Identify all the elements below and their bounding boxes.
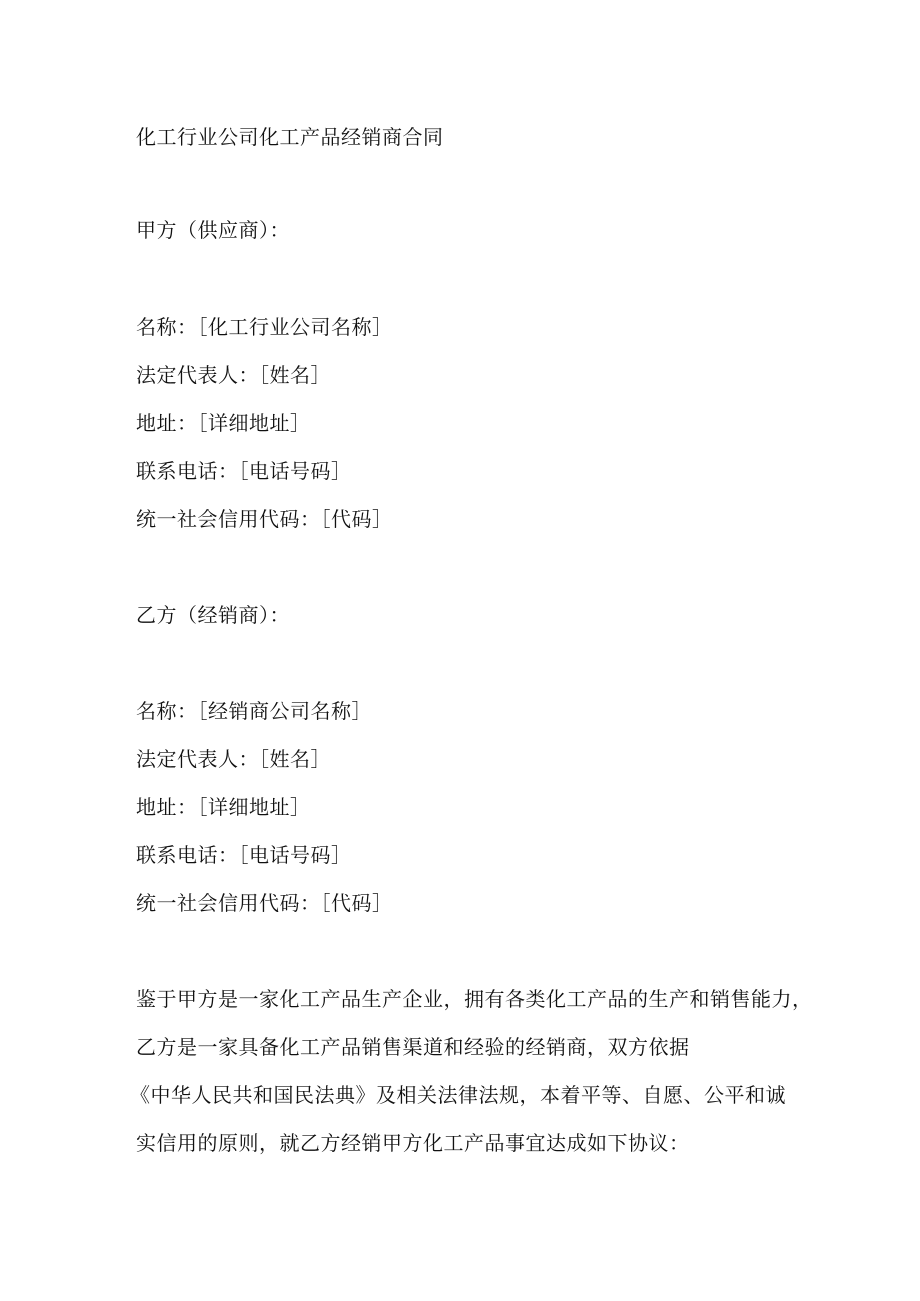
recital-line: 《中华人民共和国民法典》及相关法律法规，本着平等、自愿、公平和诚 [130,1083,786,1107]
party-b-phone: 联系电话：［电话号码］ [136,843,352,867]
recital-line: 乙方是一家具备化工产品销售渠道和经验的经销商，双方依据 [136,1035,690,1059]
party-a-address: 地址：［详细地址］ [136,411,311,435]
party-a-heading: 甲方（供应商）： [136,218,290,242]
recital-line: 实信用的原则，就乙方经销甲方化工产品事宜达成如下协议： [136,1131,690,1155]
party-b-address: 地址：［详细地址］ [136,795,311,819]
party-a-name: 名称：［化工行业公司名称］ [136,315,393,339]
recital-line: 鉴于甲方是一家化工产品生产企业，拥有各类化工产品的生产和销售能力， [136,987,813,1011]
party-b-legal-representative: 法定代表人：［姓名］ [136,747,331,771]
party-b-heading: 乙方（经销商）： [136,603,290,627]
party-a-credit-code: 统一社会信用代码：［代码］ [136,507,393,531]
party-a-phone: 联系电话：［电话号码］ [136,459,352,483]
document-title: 化工行业公司化工产品经销商合同 [136,125,444,149]
party-a-legal-representative: 法定代表人：［姓名］ [136,363,331,387]
party-b-name: 名称：［经销商公司名称］ [136,699,372,723]
party-b-credit-code: 统一社会信用代码：［代码］ [136,891,393,915]
